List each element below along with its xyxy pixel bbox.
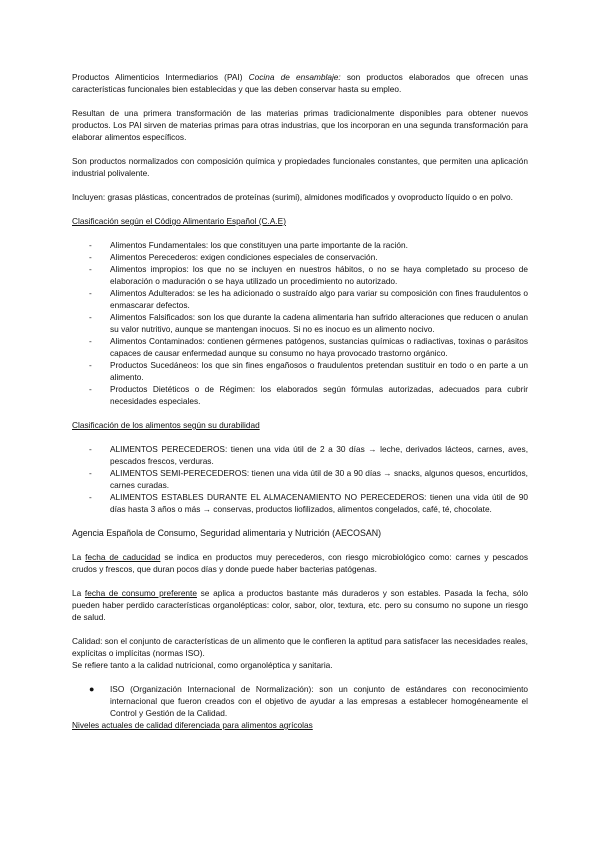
consumo-paragraph bbox=[72, 587, 528, 623]
paragraph-transformation: Resultan de una primera transformación de las materias primas tradicionalmente disponibles para obtener nuevos productos. Los PAI sirven de materias primas para otras industrias, que los incorporan en una segunda transformación para elaborar alimentos específicos. bbox=[72, 108, 528, 142]
list-item-text: ALIMENTOS ESTABLES DURANTE EL ALMACENAMIENTO NO PERECEDEROS: tienen una vida útil de 90 días hasta 3 años o más → conservas, productos liofilizados, alimentos congelados, café, té, chocolate. bbox=[110, 492, 528, 514]
section-heading-durability: Clasificación de los alimentos según su durabilidad bbox=[72, 420, 260, 430]
list-bullet: - bbox=[89, 240, 92, 250]
list-item-text: Productos Sucedáneos: los que sin fines engañosos o fraudulentos pretendan sustituir en todo o en parte a un alimento. bbox=[110, 360, 528, 382]
list-item bbox=[72, 443, 528, 467]
intro-italic: Cocina de ensamblaje: bbox=[248, 72, 341, 82]
intro-lead: Productos Alimenticios Intermediarios (PAI) bbox=[72, 72, 243, 82]
list-item-text: Alimentos impropios: los que no se incluyen en nuestros hábitos, o no se haya completado su proceso de elaboración o maduración o se haya utilizado un procedimiento no autorizado. bbox=[110, 264, 528, 286]
caducidad-pre: La bbox=[72, 552, 86, 562]
consumo-post: se aplica a productos bastante más duraderos y son estables. Pasada la fecha, sólo pueden haber perdido características organolépticas: color, sabor, olor, textura, etc. pero su consumo no supone un riesgo de salud. bbox=[72, 588, 528, 622]
list-item bbox=[72, 683, 528, 719]
list-bullet: - bbox=[89, 384, 92, 394]
list-bullet: - bbox=[89, 468, 92, 478]
list-item-text: Alimentos Adulterados: se les ha adicionado o sustraído algo para variar su composición con fines fraudulentos o enmascarar defectos. bbox=[110, 288, 528, 310]
list-item-text: Alimentos Fundamentales: los que constituyen una parte importante de la ración. bbox=[110, 240, 408, 250]
caducidad-term: fecha de caducidad bbox=[85, 552, 161, 562]
list-item-text: Productos Dietéticos o de Régimen: los elaborados según fórmulas autorizadas, adecuados para cubrir necesidades especiales. bbox=[110, 384, 528, 406]
list-bullet: - bbox=[89, 360, 92, 370]
consumo-pre: La bbox=[72, 588, 85, 598]
list-item bbox=[72, 359, 528, 383]
document-body bbox=[72, 71, 528, 731]
caducidad-post: se indica en productos muy perecederos, con riesgo microbiológico como: carnes y pescados crudos y frescos, que duran pocos días y donde puede haber bacterias patógenas. bbox=[72, 552, 528, 574]
list-item-text: ISO (Organización Internacional de Normalización): son un conjunto de estándares con reconocimiento internacional que fueron creados con el objetivo de ayudar a las empresas a establecer homogéneamente el Control y Gestión de la Calidad. bbox=[110, 684, 528, 718]
list-bullet: - bbox=[89, 252, 92, 262]
durability-list bbox=[72, 443, 528, 515]
list-item bbox=[72, 251, 528, 263]
caducidad-paragraph bbox=[72, 551, 528, 575]
list-item bbox=[72, 335, 528, 359]
list-bullet: - bbox=[89, 264, 92, 274]
list-bullet: - bbox=[89, 492, 92, 502]
section-heading-cae: Clasificación según el Código Alimentario Español (C.A.E) bbox=[72, 216, 286, 226]
list-item-text: ALIMENTOS PERECEDEROS: tienen una vida útil de 2 a 30 días → leche, derivados lácteos, carnes, aves, pescados frescos, verduras. bbox=[110, 444, 528, 466]
aecosan-heading: Agencia Española de Consumo, Seguridad alimentaria y Nutrición (AECOSAN) bbox=[72, 528, 382, 538]
list-bullet: - bbox=[89, 336, 92, 346]
consumo-term: fecha de consumo preferente bbox=[84, 588, 197, 598]
intro-paragraph bbox=[72, 71, 528, 95]
list-item bbox=[72, 239, 528, 251]
list-bullet: - bbox=[89, 444, 92, 454]
list-item-text: Alimentos Perecederos: exigen condiciones especiales de conservación. bbox=[110, 252, 378, 262]
list-item bbox=[72, 311, 528, 335]
calidad-scope: Se refiere tanto a la calidad nutricional, como organoléptica y sanitaria. bbox=[72, 660, 333, 670]
list-bullet: - bbox=[89, 288, 92, 298]
iso-list bbox=[72, 683, 528, 719]
list-item bbox=[72, 467, 528, 491]
paragraph-normalized: Son productos normalizados con composición química y propiedades funcionales constantes, que permiten una aplicación industrial polivalente. bbox=[72, 156, 528, 178]
list-item bbox=[72, 383, 528, 407]
list-item bbox=[72, 263, 528, 287]
calidad-definition: Calidad: son el conjunto de características de un alimento que le confieren la aptitud para satisfacer las necesidades reales, explícitas o implícitas (normas ISO). bbox=[72, 636, 528, 658]
list-item bbox=[72, 287, 528, 311]
section-heading-quality-levels: Niveles actuales de calidad diferenciada para alimentos agrícolas bbox=[72, 720, 313, 730]
list-item-text: Alimentos Contaminados: contienen gérmenes patógenos, sustancias químicas o radiactivas, toxinas o parásitos capaces de causar enfermedad aunque su consumo no haya provocado trastorno orgánico. bbox=[110, 336, 528, 358]
list-item bbox=[72, 491, 528, 515]
cae-list bbox=[72, 239, 528, 407]
intro-rest: son productos elaborados que ofrecen unas características funcionales bien establecidas y que las deben conservar hasta su empleo. bbox=[72, 72, 528, 94]
bullet-dot-icon: ● bbox=[89, 684, 95, 694]
list-item-text: Alimentos Falsificados: son los que durante la cadena alimentaria han sufrido alteraciones que reducen o anulan su valor nutritivo, aunque se mantengan inocuos. Si no es inocuo es un alimento nocivo. bbox=[110, 312, 528, 334]
paragraph-includes: Incluyen: grasas plásticas, concentrados de proteínas (surimi), almidones modificados y ovoproducto líquido o en polvo. bbox=[72, 192, 513, 202]
list-item-text: ALIMENTOS SEMI-PERECEDEROS: tienen una vida útil de 30 a 90 días → snacks, algunos quesos, encurtidos, carnes curadas. bbox=[110, 468, 528, 490]
list-bullet: - bbox=[89, 312, 92, 322]
